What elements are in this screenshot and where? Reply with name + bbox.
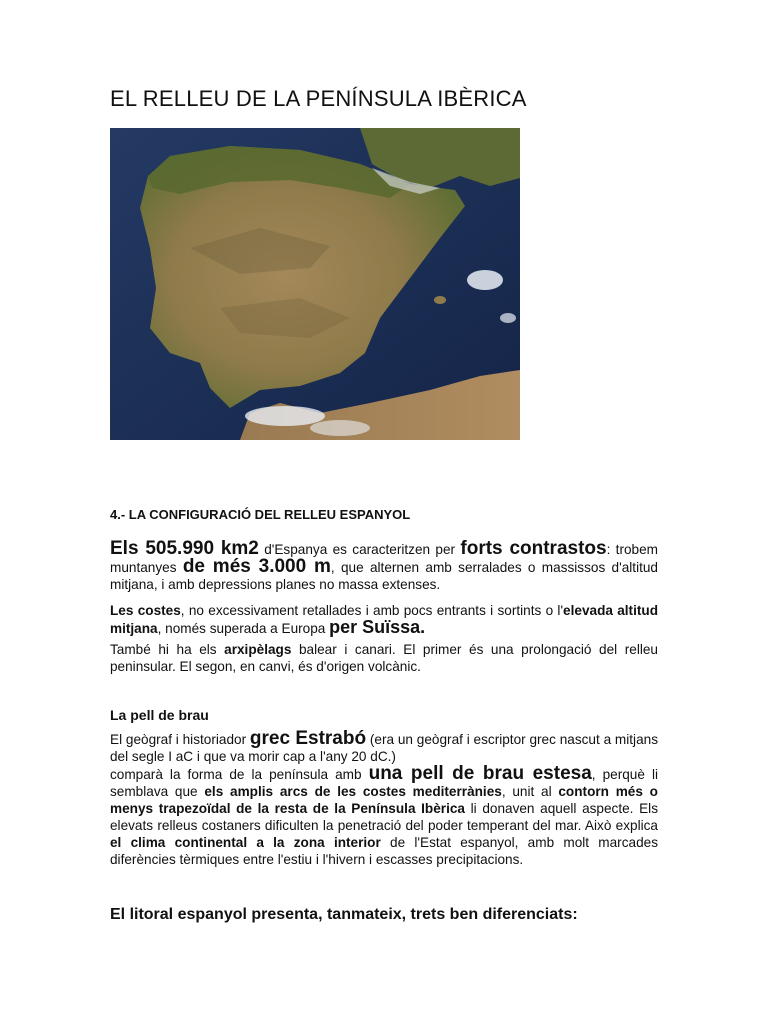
text-elevation: elevada altitud mitjana xyxy=(110,603,658,636)
text-arcs: els amplis arcs de les costes mediterrànies xyxy=(204,784,502,799)
text-run: , unit al xyxy=(501,784,559,799)
text-bull-hide: una pell de brau estesa xyxy=(368,763,592,784)
text-strabo: grec Estrabó xyxy=(249,728,367,749)
iberian-peninsula-satellite-image xyxy=(110,128,520,440)
text-area-figure: Els 505.990 km2 xyxy=(110,538,259,559)
text-altitude: de més 3.000 m xyxy=(182,556,331,577)
text-run: (era un geògraf i escriptor grec nascut a mitjans del segle I aC i que va morir cap a l'any 20 dC.) xyxy=(110,732,658,764)
paragraph-archipelagos xyxy=(110,641,658,675)
paragraph-territory xyxy=(110,540,658,593)
text-run: : trobem muntanyes xyxy=(110,542,658,575)
text-run: de l'Estat espanyol, amb molt marcades diferències tèrmiques entre l'estiu i l'hivern i escasses precipitacions. xyxy=(110,835,658,867)
text-archipelagos: arxipèlags xyxy=(224,642,292,657)
paragraph-bull-hide xyxy=(110,730,658,868)
text-contour: contorn més o menys trapezoïdal de la resta de la Península Ibèrica xyxy=(110,784,658,816)
text-run: balear i canari. El primer és una prolongació del relleu peninsular. El segon, en canvi, és d'origen volcànic. xyxy=(110,642,658,674)
text-run: d'Espanya es caracteritzen per xyxy=(258,542,461,557)
page-title: EL RELLEU DE LA PENÍNSULA IBÈRICA xyxy=(110,86,527,111)
text-run: comparà la forma de la península amb xyxy=(110,767,369,782)
text-run: El geògraf i historiador xyxy=(110,732,250,747)
paragraph-coasts xyxy=(110,602,658,637)
section-heading: 4.- LA CONFIGURACIÓ DEL RELLEU ESPANYOL xyxy=(110,507,411,522)
text-climate: el clima continental a la zona interior xyxy=(110,835,381,850)
sub-heading: La pell de brau xyxy=(110,707,209,723)
text-switzerland: per Suïssa. xyxy=(329,617,426,637)
text-run: , que alternen amb serralades o massissos d'altitud mitjana, i amb depressions planes no massa extenses. xyxy=(110,560,658,592)
text-contrasts: forts contrastos xyxy=(460,538,607,559)
text-run: , només superada a Europa xyxy=(157,621,330,636)
text-run: , perquè li semblava que xyxy=(110,767,659,799)
text-run: li donaven aquell aspecte. Els elevats relleus costaners dificulten la penetració del poder temperant del mar. Això explica xyxy=(110,801,658,833)
closing-heading: El litoral espanyol presenta, tanmateix, trets ben diferenciats: xyxy=(110,906,578,923)
text-run: També hi ha els xyxy=(110,642,225,657)
text-run: , no excessivament retallades i amb pocs entrants i sortints o l' xyxy=(180,603,564,618)
text-coasts: Les costes xyxy=(110,603,181,618)
